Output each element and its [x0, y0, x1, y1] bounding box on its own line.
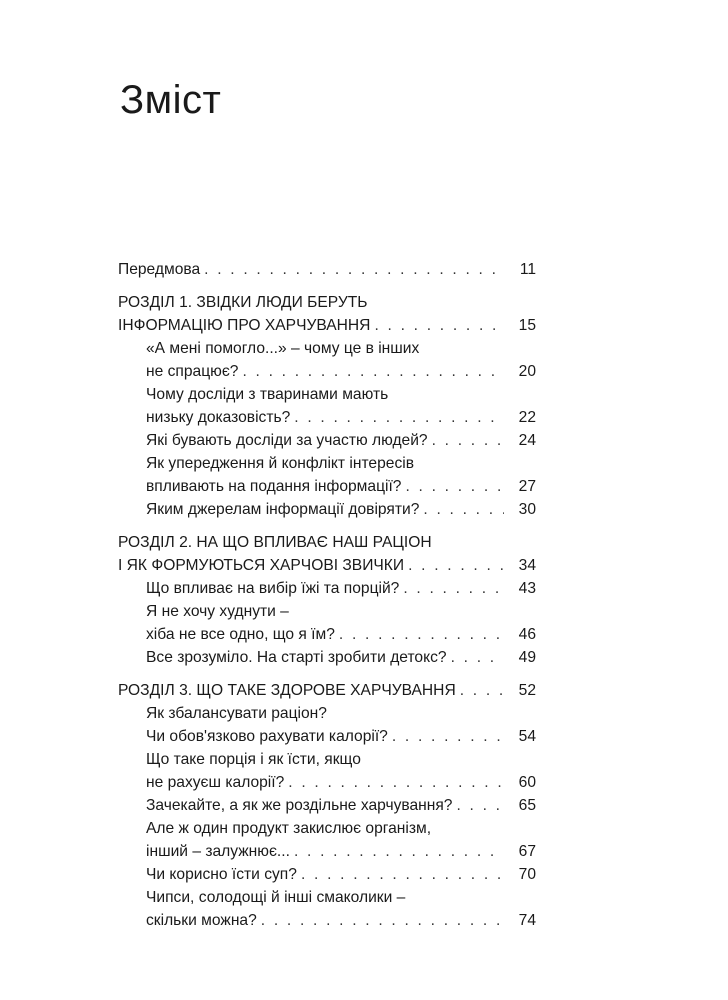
dot-leader	[408, 554, 504, 577]
dot-leader	[456, 794, 504, 817]
toc-entry-text: ІНФОРМАЦІЮ ПРО ХАРЧУВАННЯ	[118, 317, 371, 334]
toc-entry-text: Чи корисно їсти суп?	[146, 866, 297, 883]
chapter-gap	[118, 521, 536, 531]
toc-front-matter[interactable]	[118, 258, 536, 281]
toc-page-number: 52	[518, 682, 536, 699]
toc-section[interactable]	[118, 577, 536, 600]
toc-page-number: 74	[518, 912, 536, 929]
toc-entry-text: низьку доказовість?	[146, 409, 291, 426]
toc-section[interactable]	[118, 429, 536, 452]
toc-section[interactable]	[118, 863, 536, 886]
chapter-gap	[118, 281, 536, 291]
toc-entry-text: впливають на подання інформації?	[146, 478, 402, 495]
toc-page-number: 49	[518, 649, 536, 666]
page-title: Зміст	[120, 78, 222, 122]
dot-leader	[403, 577, 504, 600]
toc-entry-text: не спрацює?	[146, 363, 239, 380]
toc-page-number: 34	[518, 557, 536, 574]
toc-entry-text: «А мені помогло...» – чому це в інших	[146, 340, 420, 357]
toc-entry-text: Я не хочу худнути –	[146, 603, 289, 620]
dot-leader	[405, 475, 504, 498]
dot-leader	[451, 646, 504, 669]
toc-page-number: 46	[518, 626, 536, 643]
dot-leader	[294, 840, 504, 863]
toc-section[interactable]	[118, 748, 536, 794]
toc-entry-text: хіба не все одно, що я їм?	[146, 626, 335, 643]
toc-entry-text: Що таке порція і як їсти, якщо	[146, 751, 361, 768]
toc-entry-text: Зачекайте, а як же роздільне харчування?	[146, 797, 453, 814]
toc-section[interactable]	[118, 817, 536, 863]
toc-page-number: 27	[518, 478, 536, 495]
toc-page-number: 24	[518, 432, 536, 449]
toc-page-number: 70	[518, 866, 536, 883]
toc-page-number: 65	[518, 797, 536, 814]
toc-chapter[interactable]	[118, 679, 536, 702]
toc-entry-text: РОЗДІЛ 1. ЗВІДКИ ЛЮДИ БЕРУТЬ	[118, 294, 368, 311]
toc-entry-text: Як упередження й конфлікт інтересів	[146, 455, 414, 472]
dot-leader	[432, 429, 504, 452]
toc-entry-text: І ЯК ФОРМУЮТЬСЯ ХАРЧОВІ ЗВИЧКИ	[118, 557, 405, 574]
dot-leader	[261, 909, 504, 932]
toc-entry-text: Передмова	[118, 261, 201, 278]
dot-leader	[423, 498, 504, 521]
toc-section[interactable]	[118, 498, 536, 521]
toc-entry-text: Все зрозуміло. На старті зробити детокс?	[146, 649, 447, 666]
toc-entry-text: Чипси, солодощі й інші смаколики –	[146, 889, 406, 906]
toc-page-number: 60	[518, 774, 536, 791]
toc-entry-text: Як збалансувати раціон?	[146, 705, 327, 722]
toc-entry-text: інший – залужнює...	[146, 843, 290, 860]
toc-section[interactable]	[118, 337, 536, 383]
dot-leader	[301, 863, 504, 886]
toc-entry-text: скільки можна?	[146, 912, 257, 929]
dot-leader	[288, 771, 504, 794]
toc-page-number: 11	[519, 261, 536, 278]
toc-entry-text: Яким джерелам інформації довіряти?	[146, 501, 420, 518]
toc-entry-text: не рахуєш калорії?	[146, 774, 285, 791]
toc-entry-text: РОЗДІЛ 2. НА ЩО ВПЛИВАЄ НАШ РАЦІОН	[118, 534, 432, 551]
dot-leader	[374, 314, 504, 337]
toc-page-number: 67	[518, 843, 536, 860]
toc-section[interactable]	[118, 886, 536, 932]
toc-section[interactable]	[118, 452, 536, 498]
dot-leader	[204, 258, 504, 281]
toc-page-number: 30	[518, 501, 536, 518]
toc-section[interactable]	[118, 383, 536, 429]
toc-page-number: 54	[518, 728, 536, 745]
toc-section[interactable]	[118, 646, 536, 669]
dot-leader	[392, 725, 504, 748]
toc-chapter[interactable]	[118, 291, 536, 337]
toc-section[interactable]	[118, 600, 536, 646]
toc-entry-text: РОЗДІЛ 3. ЩО ТАКЕ ЗДОРОВЕ ХАРЧУВАННЯ	[118, 682, 456, 699]
toc-section[interactable]	[118, 794, 536, 817]
toc-page-number: 22	[518, 409, 536, 426]
table-of-contents	[118, 258, 536, 932]
toc-page-number: 15	[518, 317, 536, 334]
dot-leader	[242, 360, 504, 383]
chapter-gap	[118, 669, 536, 679]
dot-leader	[339, 623, 504, 646]
dot-leader	[294, 406, 504, 429]
toc-entry-text: Які бувають досліди за участю людей?	[146, 432, 428, 449]
toc-section[interactable]	[118, 702, 536, 748]
toc-page-number: 43	[518, 580, 536, 597]
toc-entry-text: Що впливає на вибір їжі та порцій?	[146, 580, 400, 597]
toc-entry-text: Чому досліди з тваринами мають	[146, 386, 389, 403]
toc-page-number: 20	[518, 363, 536, 380]
toc-entry-text: Чи обов'язково рахувати калорії?	[146, 728, 388, 745]
toc-chapter[interactable]	[118, 531, 536, 577]
dot-leader	[460, 679, 504, 702]
toc-entry-text: Але ж один продукт закислює організм,	[146, 820, 432, 837]
